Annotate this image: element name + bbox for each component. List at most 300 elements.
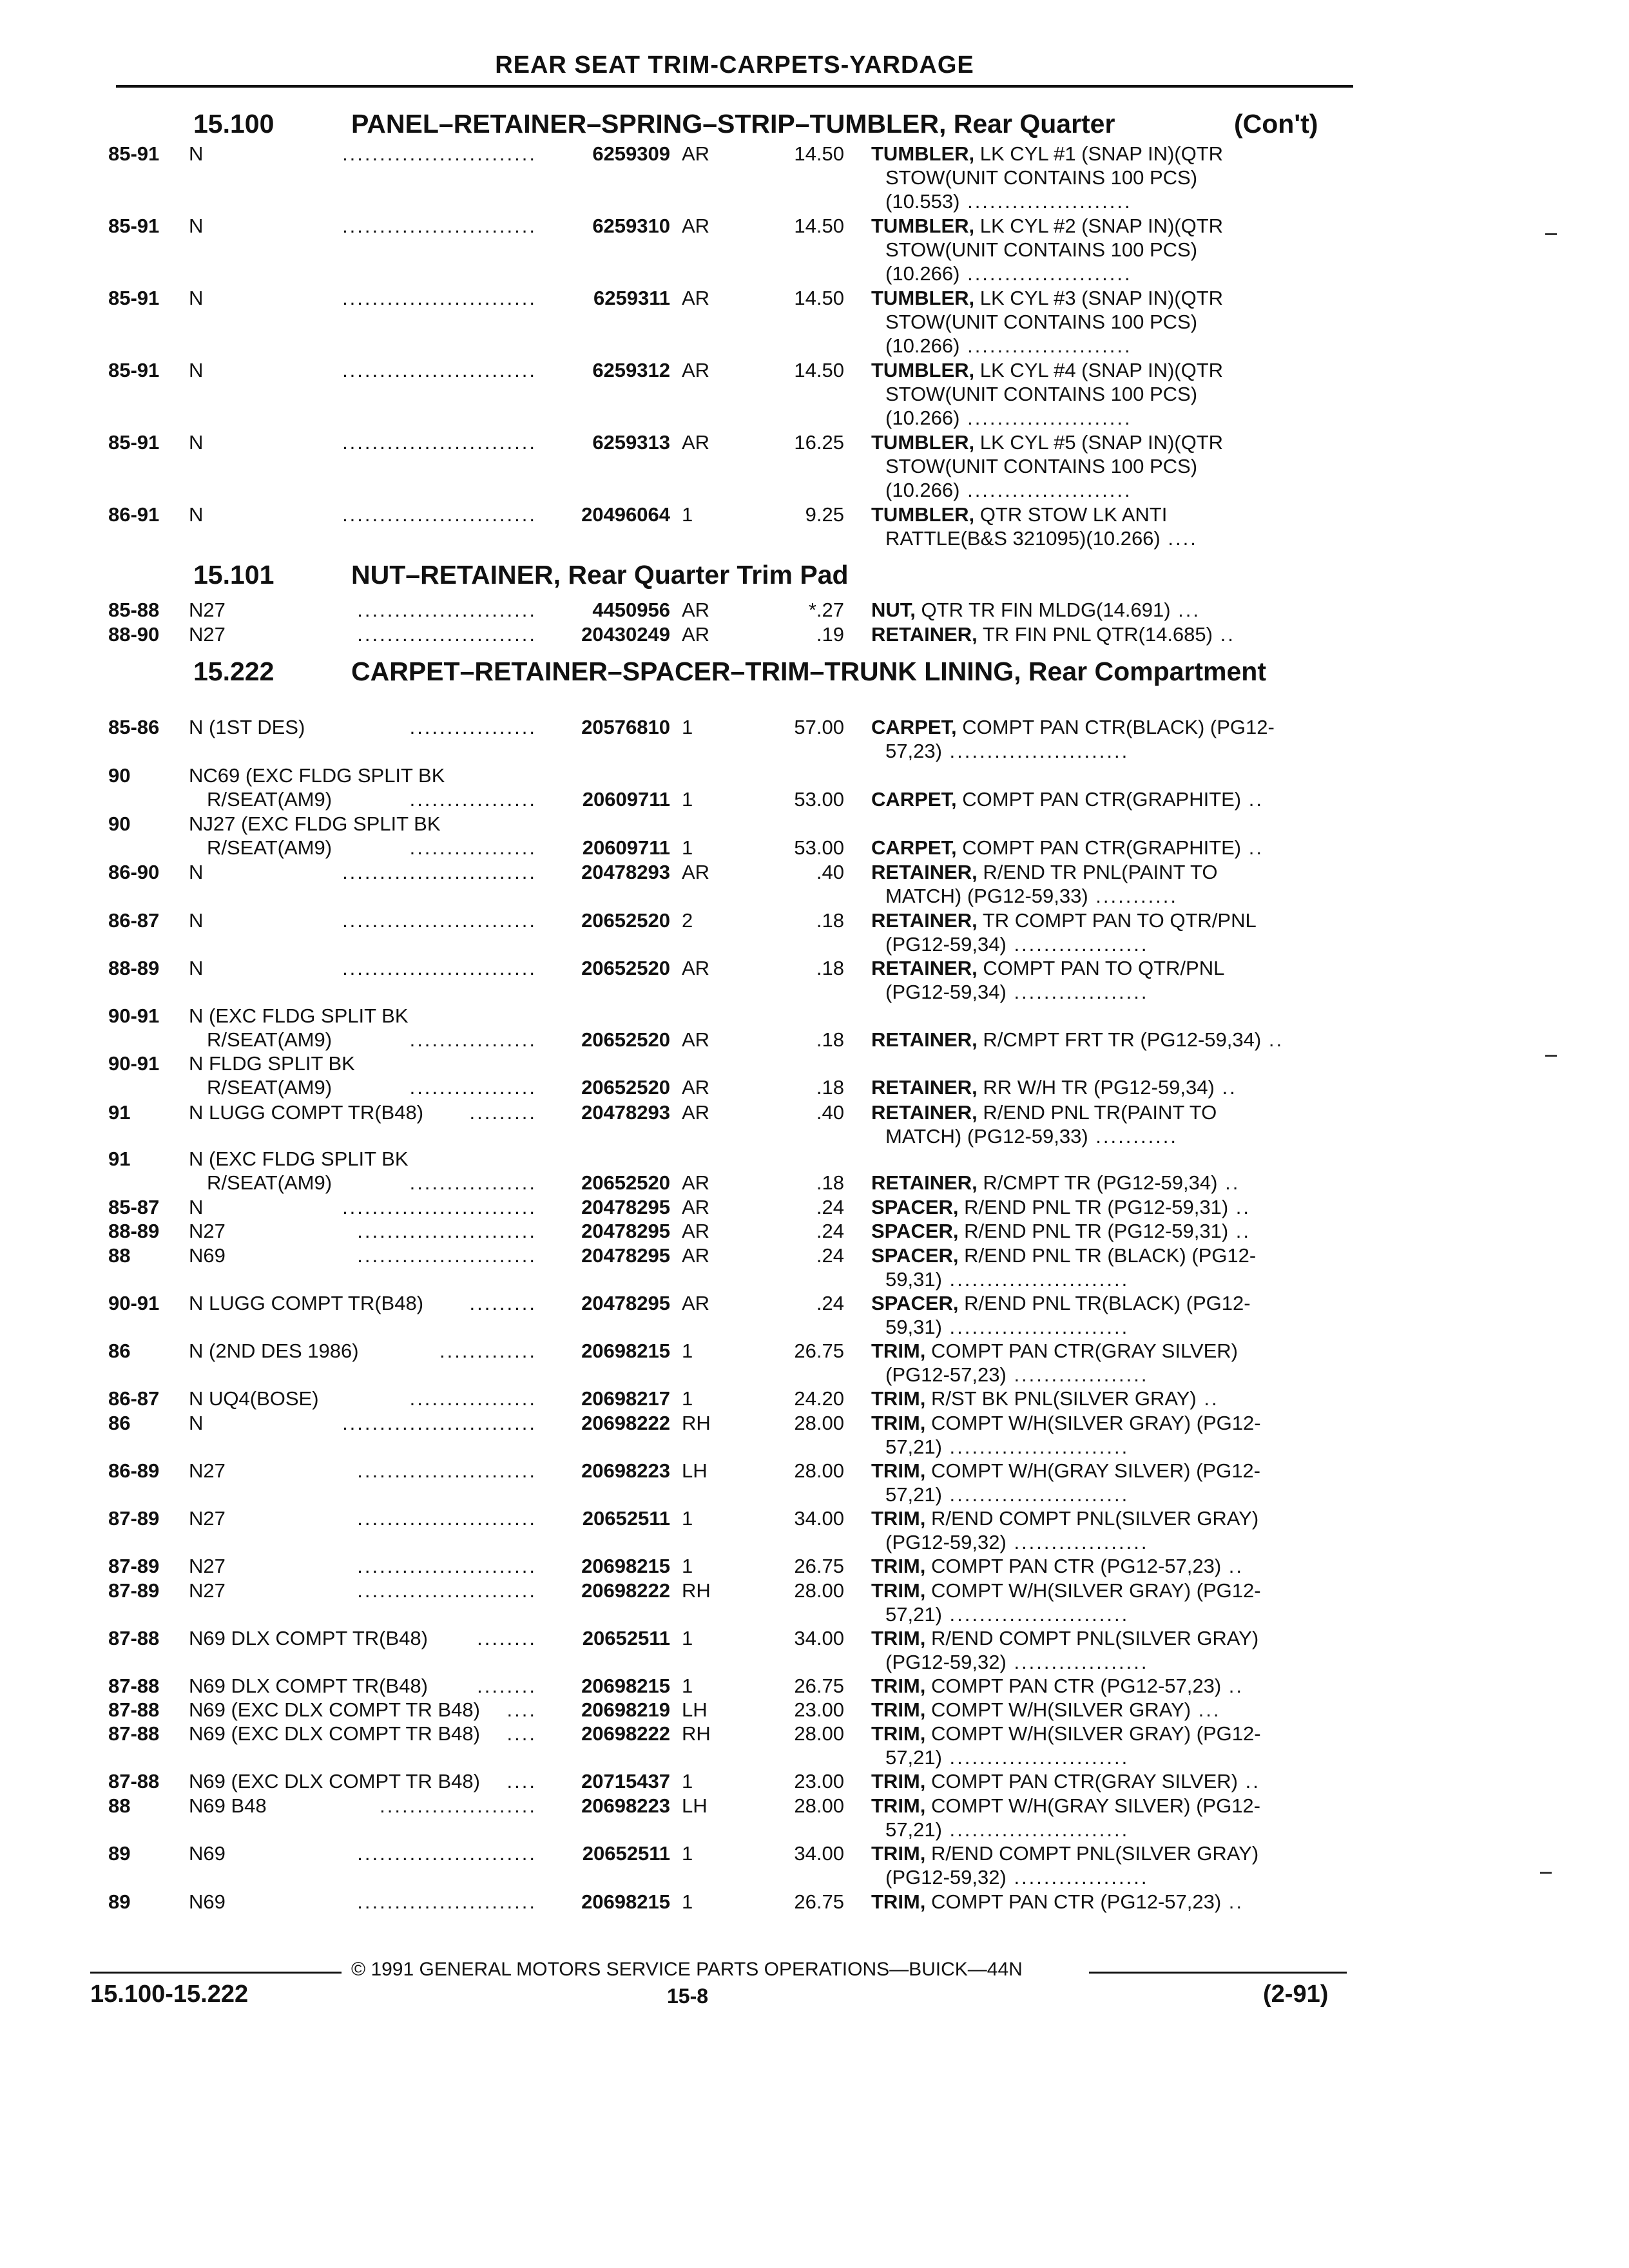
continued-label: (Con't) — [1234, 109, 1318, 139]
footer-copyright: © 1991 GENERAL MOTORS SERVICE PARTS OPERATIONS—BUICK—44N — [351, 1959, 1023, 1980]
part-description — [871, 1339, 1348, 1387]
description-line — [871, 739, 1348, 763]
part-name: TRIM, — [871, 1794, 926, 1817]
description-line — [871, 503, 1348, 526]
part-name: TUMBLER, — [871, 431, 975, 454]
model-years: 90 — [108, 764, 131, 787]
description-text: COMPT W/H(GRAY SILVER) (PG12- — [931, 1459, 1261, 1482]
margin-mark — [1545, 1055, 1557, 1057]
model-usage — [189, 1147, 537, 1195]
description-line — [871, 1171, 1348, 1195]
description-line — [871, 430, 1348, 454]
price: 23.00 — [794, 1698, 844, 1721]
part-number: 20698222 — [581, 1579, 670, 1602]
part-number: 20478295 — [581, 1244, 670, 1267]
description-line — [871, 1745, 1348, 1769]
part-number: 6259311 — [593, 287, 670, 309]
quantity: AR — [682, 359, 710, 381]
part-name: TRIM, — [871, 1340, 926, 1362]
model-usage — [189, 1411, 537, 1435]
description-text: COMPT PAN CTR (PG12-57,23) — [931, 1890, 1222, 1913]
description-line — [871, 214, 1348, 238]
description-line — [871, 1435, 1348, 1459]
part-name: TRIM, — [871, 1412, 926, 1434]
dot-leader: .... — [506, 1698, 537, 1721]
dot-leader: .......................... — [342, 861, 537, 883]
description-text: MATCH) (PG12-59,33) — [885, 1125, 1088, 1148]
part-description — [871, 908, 1348, 956]
description-line — [871, 1602, 1348, 1626]
model-usage — [189, 860, 537, 884]
dot-leader: ...................... — [959, 334, 1132, 357]
quantity: AR — [682, 599, 710, 621]
description-line — [871, 1315, 1348, 1339]
model-text: N LUGG COMPT TR(B48) — [189, 1101, 424, 1124]
dot-leader: .. — [1241, 788, 1264, 811]
description-line — [871, 1818, 1348, 1841]
price: 23.00 — [794, 1770, 844, 1792]
dot-leader: .. — [1212, 623, 1235, 646]
description-line — [871, 1769, 1348, 1793]
model-usage — [189, 1698, 537, 1722]
model-text: N — [189, 359, 204, 381]
model-years: 86-87 — [108, 909, 160, 932]
description-line — [871, 478, 1348, 502]
part-number: 6259313 — [592, 431, 670, 454]
price: .24 — [816, 1220, 844, 1242]
price: 34.00 — [794, 1842, 844, 1865]
description-text: COMPT PAN CTR (PG12-57,23) — [931, 1675, 1222, 1697]
price: .18 — [816, 1076, 844, 1099]
description-text: (PG12-59,32) — [885, 1531, 1007, 1553]
model-years: 88-89 — [108, 1220, 160, 1242]
dot-leader: .. — [1221, 1675, 1244, 1697]
model-usage — [189, 503, 537, 526]
part-description — [871, 358, 1348, 430]
quantity: AR — [682, 1028, 710, 1051]
part-description — [871, 715, 1348, 763]
description-text: R/ST BK PNL(SILVER GRAY) — [931, 1387, 1197, 1410]
model-text: N69 — [189, 1842, 226, 1865]
price: .24 — [816, 1244, 844, 1267]
quantity: 1 — [682, 503, 693, 526]
part-description — [871, 1411, 1348, 1459]
price: .24 — [816, 1196, 844, 1218]
part-number: 20496064 — [581, 503, 670, 526]
price: .18 — [816, 909, 844, 932]
description-line — [871, 1267, 1348, 1291]
description-text: 57,21) — [885, 1483, 942, 1506]
dot-leader: .... — [506, 1722, 537, 1745]
price: 28.00 — [794, 1794, 844, 1817]
part-description — [871, 836, 1348, 860]
quantity: 1 — [682, 1387, 693, 1410]
dot-leader: .................. — [1006, 1531, 1149, 1553]
model-usage — [189, 214, 537, 238]
part-number: 20698223 — [581, 1459, 670, 1482]
description-text: 59,31) — [885, 1268, 942, 1291]
dot-leader: .......................... — [342, 215, 537, 237]
part-name: RETAINER, — [871, 623, 978, 646]
description-text: LK CYL #4 (SNAP IN)(QTR — [979, 359, 1224, 381]
description-line — [871, 1579, 1348, 1602]
part-name: TUMBLER, — [871, 142, 975, 165]
part-name: RETAINER, — [871, 957, 978, 979]
description-line — [871, 454, 1348, 478]
part-description — [871, 1841, 1348, 1889]
description-text: TR COMPT PAN TO QTR/PNL — [982, 909, 1257, 932]
quantity: AR — [682, 1101, 710, 1124]
model-usage — [189, 1841, 537, 1865]
dot-leader: ........................ — [941, 1436, 1130, 1458]
description-line — [871, 1674, 1348, 1698]
model-years: 88-89 — [108, 957, 160, 979]
section-number: 15.100 — [193, 109, 275, 139]
dot-leader: ........................ — [941, 1483, 1130, 1506]
part-number: 20652511 — [582, 1507, 670, 1530]
part-number: 20652520 — [581, 1076, 670, 1099]
description-line — [871, 1841, 1348, 1865]
dot-leader: .................. — [1006, 981, 1149, 1003]
part-number: 20698219 — [581, 1698, 670, 1721]
dot-leader: ...................... — [959, 190, 1132, 213]
description-text: STOW(UNIT CONTAINS 100 PCS) — [885, 238, 1198, 261]
part-number: 20609711 — [582, 836, 670, 859]
price: 28.00 — [794, 1412, 844, 1434]
model-years: 91 — [108, 1101, 131, 1124]
model-text: N69 DLX COMPT TR(B48) — [189, 1675, 428, 1697]
model-text-cont: R/SEAT(AM9) — [207, 836, 333, 859]
description-text: COMPT PAN TO QTR/PNL — [983, 957, 1225, 979]
model-text: NJ27 (EXC FLDG SPLIT BK — [189, 812, 441, 835]
part-description — [871, 598, 1348, 622]
part-number: 20698223 — [581, 1794, 670, 1817]
model-years: 87-88 — [108, 1770, 160, 1792]
price: .40 — [816, 861, 844, 883]
description-line — [871, 382, 1348, 406]
description-line — [871, 286, 1348, 310]
model-text: N (EXC FLDG SPLIT BK — [189, 1148, 409, 1170]
description-text: COMPT PAN CTR(GRAPHITE) — [962, 788, 1242, 811]
model-text: N69 B48 — [189, 1794, 267, 1817]
model-text: N — [189, 503, 204, 526]
description-line — [871, 787, 1348, 811]
part-name: NUT, — [871, 599, 916, 621]
quantity: LH — [682, 1459, 708, 1482]
part-name: CARPET, — [871, 836, 957, 859]
price: 53.00 — [794, 836, 844, 859]
price: 34.00 — [794, 1507, 844, 1530]
model-usage — [189, 1506, 537, 1530]
description-text: R/END TR PNL(PAINT TO — [983, 861, 1218, 883]
model-usage — [189, 1579, 537, 1602]
description-line — [871, 358, 1348, 382]
description-line — [871, 334, 1348, 358]
model-text: N69 (EXC DLX COMPT TR B48) — [189, 1770, 480, 1792]
part-number: 20576810 — [581, 716, 670, 738]
model-usage — [189, 1100, 537, 1124]
description-text: 59,31) — [885, 1316, 942, 1338]
model-text: N69 DLX COMPT TR(B48) — [189, 1627, 428, 1649]
part-name: TRIM, — [871, 1459, 926, 1482]
model-text: N FLDG SPLIT BK — [189, 1052, 355, 1075]
model-years: 85-91 — [108, 431, 160, 454]
dot-leader: ........................ — [357, 1842, 537, 1865]
part-name: CARPET, — [871, 788, 957, 811]
description-text: R/END PNL TR (PG12-59,31) — [964, 1220, 1229, 1242]
section-heading — [193, 657, 1366, 686]
footer-date-code: (2-91) — [1263, 1981, 1329, 2008]
model-usage — [189, 1195, 537, 1219]
model-years: 87-89 — [108, 1555, 160, 1577]
description-text: 57,21) — [885, 1746, 942, 1769]
part-name: SPACER, — [871, 1244, 959, 1267]
part-name: TRIM, — [871, 1627, 926, 1649]
part-description — [871, 622, 1348, 646]
dot-leader: .......................... — [342, 431, 537, 454]
model-usage — [189, 908, 537, 932]
description-text: R/CMPT TR (PG12-59,34) — [983, 1171, 1218, 1194]
description-text: (10.266) — [885, 334, 960, 357]
part-name: RETAINER, — [871, 1028, 978, 1051]
part-description — [871, 956, 1348, 1004]
price: 16.25 — [794, 431, 844, 454]
description-text: 57,23) — [885, 740, 942, 762]
model-years: 85-86 — [108, 716, 160, 738]
part-number: 20478293 — [581, 861, 670, 883]
part-name: TRIM, — [871, 1579, 926, 1602]
model-years: 87-88 — [108, 1698, 160, 1721]
model-text: N — [189, 287, 204, 309]
model-usage — [189, 598, 537, 622]
part-description — [871, 1028, 1348, 1052]
part-name: TRIM, — [871, 1890, 926, 1913]
description-text: 57,21) — [885, 1436, 942, 1458]
part-number: 6259312 — [592, 359, 670, 381]
quantity: RH — [682, 1722, 711, 1745]
description-text: 57,21) — [885, 1603, 942, 1626]
description-line — [871, 1722, 1348, 1745]
model-text: N UQ4(BOSE) — [189, 1387, 319, 1410]
price: .24 — [816, 1292, 844, 1314]
quantity: AR — [682, 623, 710, 646]
quantity: AR — [682, 215, 710, 237]
model-text: N (EXC FLDG SPLIT BK — [189, 1004, 409, 1027]
model-usage — [189, 1004, 537, 1052]
description-text: STOW(UNIT CONTAINS 100 PCS) — [885, 311, 1198, 333]
description-text: LK CYL #3 (SNAP IN)(QTR — [979, 287, 1224, 309]
model-text: N69 (EXC DLX COMPT TR B48) — [189, 1722, 480, 1745]
dot-leader: ........................ — [357, 623, 537, 646]
dot-leader: .......................... — [342, 287, 537, 309]
dot-leader: .......................... — [342, 1412, 537, 1434]
price: 34.00 — [794, 1627, 844, 1649]
description-text: COMPT W/H(SILVER GRAY) (PG12- — [931, 1579, 1261, 1602]
price: 24.20 — [794, 1387, 844, 1410]
model-usage — [189, 622, 537, 646]
description-text: QTR STOW LK ANTI — [979, 503, 1168, 526]
part-description — [871, 1674, 1348, 1698]
model-text: N27 — [189, 1579, 226, 1602]
description-text: COMPT W/H(SILVER GRAY) (PG12- — [931, 1412, 1261, 1434]
part-description — [871, 214, 1348, 285]
part-number: 20478295 — [581, 1196, 670, 1218]
section-number: 15.222 — [193, 657, 275, 686]
model-text-cont: R/SEAT(AM9) — [207, 788, 333, 811]
part-name: TUMBLER, — [871, 503, 975, 526]
quantity: AR — [682, 1244, 710, 1267]
part-description — [871, 1171, 1348, 1195]
dot-leader: .................. — [1006, 1651, 1149, 1673]
part-description — [871, 1291, 1348, 1339]
quantity: LH — [682, 1698, 708, 1721]
dot-leader: .. — [1237, 1770, 1260, 1792]
dot-leader: .......................... — [342, 909, 537, 932]
part-description — [871, 1722, 1348, 1769]
part-description — [871, 1195, 1348, 1219]
description-line — [871, 406, 1348, 430]
part-number: 20698222 — [581, 1722, 670, 1745]
description-line — [871, 932, 1348, 956]
description-text: LK CYL #2 (SNAP IN)(QTR — [979, 215, 1224, 237]
model-text: N27 — [189, 623, 226, 646]
part-name: TRIM, — [871, 1770, 926, 1792]
dot-leader: .... — [506, 1770, 537, 1792]
description-line — [871, 956, 1348, 980]
part-description — [871, 1794, 1348, 1841]
description-text: R/END PNL TR (BLACK) (PG12- — [964, 1244, 1257, 1267]
quantity: AR — [682, 287, 710, 309]
quantity: 1 — [682, 1842, 693, 1865]
dot-leader: .................. — [1006, 1866, 1149, 1888]
part-number: 20652520 — [581, 909, 670, 932]
description-line — [871, 262, 1348, 285]
description-line — [871, 715, 1348, 739]
model-text: N — [189, 431, 204, 454]
dot-leader: .. — [1196, 1387, 1219, 1410]
model-usage — [189, 286, 537, 310]
model-text: N27 — [189, 1220, 226, 1242]
dot-leader: ................. — [409, 788, 537, 811]
part-description — [871, 1698, 1348, 1722]
part-description — [871, 787, 1348, 811]
part-name: TRIM, — [871, 1722, 926, 1745]
model-years: 87-89 — [108, 1507, 160, 1530]
quantity: LH — [682, 1794, 708, 1817]
model-years: 87-88 — [108, 1675, 160, 1697]
model-usage — [189, 1244, 537, 1267]
description-line — [871, 908, 1348, 932]
quantity: AR — [682, 1220, 710, 1242]
margin-mark — [1545, 233, 1557, 235]
model-usage — [189, 1459, 537, 1483]
model-text: N (1ST DES) — [189, 716, 305, 738]
quantity: AR — [682, 142, 710, 165]
description-line — [871, 1626, 1348, 1650]
model-usage — [189, 1890, 537, 1914]
section-number: 15.101 — [193, 560, 275, 590]
model-years: 85-87 — [108, 1196, 160, 1218]
model-years: 88-90 — [108, 623, 160, 646]
price: 14.50 — [794, 287, 844, 309]
dot-leader: ................. — [409, 1171, 537, 1194]
model-years: 85-88 — [108, 599, 160, 621]
part-number: 20652520 — [581, 957, 670, 979]
model-years: 89 — [108, 1890, 131, 1913]
quantity: RH — [682, 1579, 711, 1602]
description-line — [871, 1363, 1348, 1387]
description-line — [871, 1554, 1348, 1578]
dot-leader: ......... — [469, 1101, 537, 1124]
dot-leader: ........ — [477, 1675, 537, 1697]
part-number: 20609711 — [582, 788, 670, 811]
description-line — [871, 1890, 1348, 1914]
dot-leader: ........................ — [941, 1603, 1130, 1626]
model-years: 87-88 — [108, 1627, 160, 1649]
quantity: AR — [682, 431, 710, 454]
quantity: 1 — [682, 788, 693, 811]
description-text: R/END COMPT PNL(SILVER GRAY) — [931, 1627, 1259, 1649]
description-text: (10.266) — [885, 407, 960, 429]
model-text: N69 (EXC DLX COMPT TR B48) — [189, 1698, 480, 1721]
price: 14.50 — [794, 359, 844, 381]
dot-leader: ........................ — [941, 1746, 1130, 1769]
quantity: AR — [682, 861, 710, 883]
description-text: COMPT W/H(GRAY SILVER) (PG12- — [931, 1794, 1261, 1817]
dot-leader: ................. — [409, 1076, 537, 1099]
part-description — [871, 1387, 1348, 1410]
dot-leader: ........................ — [357, 1890, 537, 1913]
description-text: TR FIN PNL QTR(14.685) — [982, 623, 1213, 646]
description-line — [871, 1244, 1348, 1267]
model-text: N — [189, 1412, 204, 1434]
section-heading — [193, 110, 1366, 138]
description-line — [871, 1698, 1348, 1722]
model-text: N — [189, 1196, 204, 1218]
description-text: LK CYL #1 (SNAP IN)(QTR — [979, 142, 1224, 165]
description-line — [871, 1650, 1348, 1674]
part-name: TRIM, — [871, 1387, 926, 1410]
model-text: N27 — [189, 1507, 226, 1530]
model-text: N — [189, 909, 204, 932]
description-text: RATTLE(B&S 321095)(10.266) — [885, 527, 1161, 550]
part-number: 20478295 — [581, 1220, 670, 1242]
model-years: 86 — [108, 1412, 131, 1434]
model-text-cont: R/SEAT(AM9) — [207, 1028, 333, 1051]
footer-rule-left — [90, 1972, 342, 1974]
part-name: RETAINER, — [871, 1171, 978, 1194]
model-usage — [189, 1554, 537, 1578]
price: *.27 — [808, 599, 844, 621]
dot-leader: ......... — [469, 1292, 537, 1314]
description-text: COMPT PAN CTR(GRAY SILVER) — [931, 1340, 1238, 1362]
model-years: 86-91 — [108, 503, 160, 526]
dot-leader: ........................ — [941, 1268, 1130, 1291]
description-text: 57,21) — [885, 1818, 942, 1841]
part-name: TRIM, — [871, 1698, 926, 1721]
model-text: N27 — [189, 599, 226, 621]
description-text: R/END PNL TR (PG12-59,31) — [964, 1196, 1229, 1218]
model-years: 89 — [108, 1842, 131, 1865]
part-description — [871, 1769, 1348, 1793]
part-description — [871, 1459, 1348, 1506]
dot-leader: .......................... — [342, 957, 537, 979]
part-name: TUMBLER, — [871, 215, 975, 237]
description-line — [871, 1028, 1348, 1052]
quantity: 1 — [682, 1555, 693, 1577]
part-number: 20698215 — [581, 1340, 670, 1362]
section-title: CARPET–RETAINER–SPACER–TRIM–TRUNK LINING, Rear Compartment — [351, 657, 1266, 686]
